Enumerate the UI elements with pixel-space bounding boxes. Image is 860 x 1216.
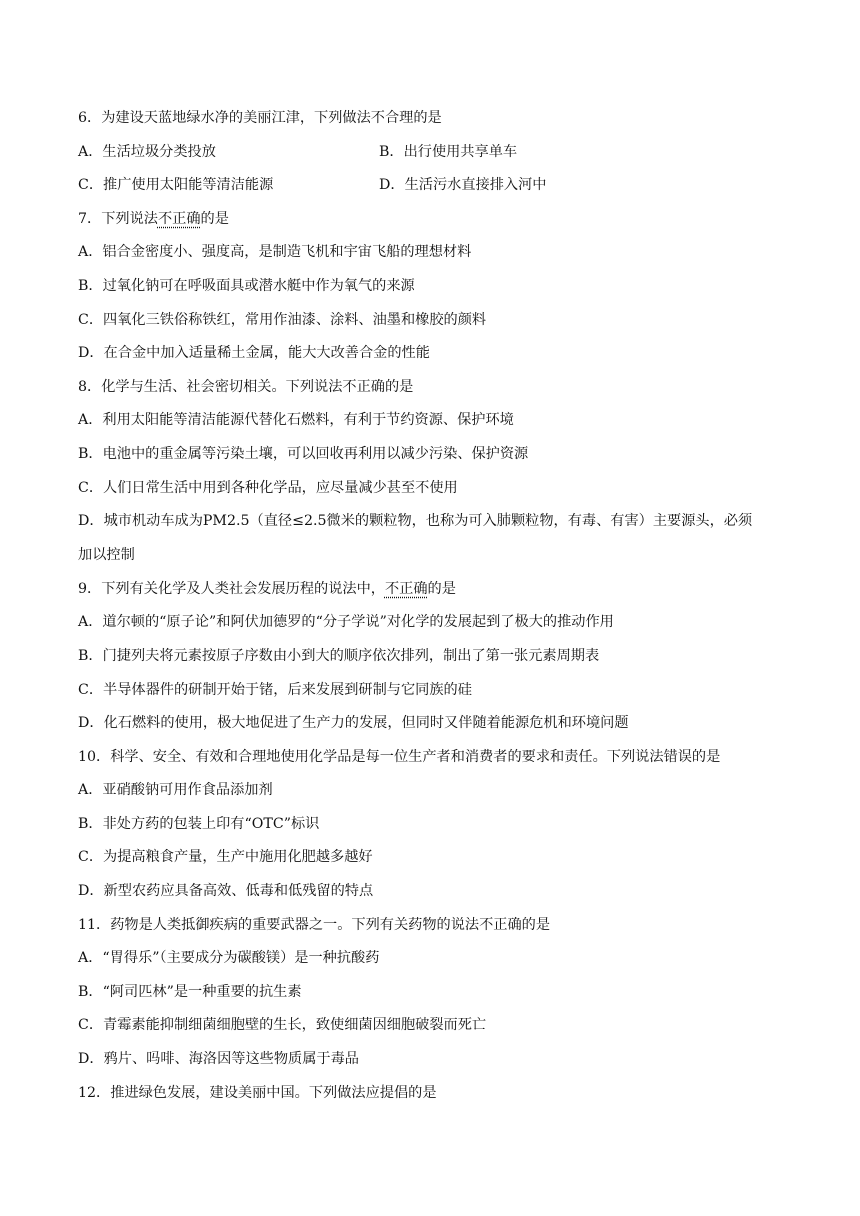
option-a: A．生活垃圾分类投放 <box>78 143 216 160</box>
exam-page <box>78 108 798 1116</box>
option-c: C．四氧化三铁俗称铁红，常用作油漆、涂料、油墨和橡胶的颜料 <box>78 311 487 328</box>
option-c: C．青霉素能抑制细菌细胞壁的生长，致使细菌因细胞破裂而死亡 <box>78 1017 487 1034</box>
question-stem <box>78 209 798 229</box>
option-b: B．出行使用共享单车 <box>379 143 518 160</box>
option-d: D．生活污水直接排入河中 <box>379 177 547 194</box>
option-c: C．推广使用太阳能等清洁能源 <box>78 177 274 194</box>
option-a: A．铝合金密度小、强度高，是制造飞机和宇宙飞船的理想材料 <box>78 244 472 261</box>
option-d: D．城市机动车成为PM2.5（直径≤2.5微米的颗粒物，也称为可入肺颗粒物，有毒、有害）主要源头，必须 <box>78 513 753 530</box>
question-stem <box>78 579 798 599</box>
option-a: A．亚硝酸钠可用作食品添加剂 <box>78 782 273 799</box>
emphasis-text: 不正确 <box>157 210 201 227</box>
option-row <box>78 142 798 162</box>
option-b: B．过氧化钠可在呼吸面具或潜水艇中作为氧气的来源 <box>78 277 415 294</box>
option-b: B．“阿司匹林”是一种重要的抗生素 <box>78 983 302 1000</box>
option-b: B．电池中的重金属等污染土壤，可以回收再利用以减少污染、保护资源 <box>78 445 529 462</box>
option-d: D．鸦片、吗啡、海洛因等这些物质属于毒品 <box>78 1051 359 1068</box>
question-stem: 10．科学、安全、有效和合理地使用化学品是每一位生产者和消费者的要求和责任。下列说法错误的是 <box>78 748 721 765</box>
option-c: C．半导体器件的研制开始于锗，后来发展到研制与它同族的硅 <box>78 681 472 698</box>
option-d: D．新型农药应具备高效、低毒和低残留的特点 <box>78 883 374 900</box>
stem-text: 9．下列有关化学及人类社会发展历程的说法中， <box>78 580 385 597</box>
question-stem: 11．药物是人类抵御疾病的重要武器之一。下列有关药物的说法不正确的是 <box>78 916 551 933</box>
option-a: A．道尔顿的“原子论”和阿伏加德罗的“分子学说”对化学的发展起到了极大的推动作用 <box>78 614 614 631</box>
option-row <box>78 175 798 195</box>
option-b: B．非处方药的包装上印有“OTC”标识 <box>78 815 320 832</box>
option-d-continued: 加以控制 <box>78 547 135 564</box>
stem-text: 7．下列说法 <box>78 210 158 227</box>
stem-text: 的是 <box>427 580 456 597</box>
option-b: B．门捷列夫将元素按原子序数由小到大的顺序依次排列，制出了第一张元素周期表 <box>78 647 600 664</box>
option-c: C．为提高粮食产量，生产中施用化肥越多越好 <box>78 849 373 866</box>
emphasis-text: 不正确 <box>384 580 428 597</box>
question-stem: 12．推进绿色发展，建设美丽中国。下列做法应提倡的是 <box>78 1084 437 1101</box>
question-stem: 6．为建设天蓝地绿水净的美丽江津，下列做法不合理的是 <box>78 110 442 126</box>
option-c: C．人们日常生活中用到各种化学品，应尽量减少甚至不使用 <box>78 479 458 496</box>
option-a: A．“胃得乐”（主要成分为碳酸镁）是一种抗酸药 <box>78 950 380 967</box>
option-a: A．利用太阳能等清洁能源代替化石燃料，有利于节约资源、保护环境 <box>78 412 514 429</box>
question-stem: 8．化学与生活、社会密切相关。下列说法不正确的是 <box>78 378 414 395</box>
option-d: D．在合金中加入适量稀土金属，能大大改善合金的性能 <box>78 345 430 362</box>
stem-text: 的是 <box>200 210 229 227</box>
option-d: D．化石燃料的使用，极大地促进了生产力的发展，但同时又伴随着能源危机和环境问题 <box>78 715 629 732</box>
